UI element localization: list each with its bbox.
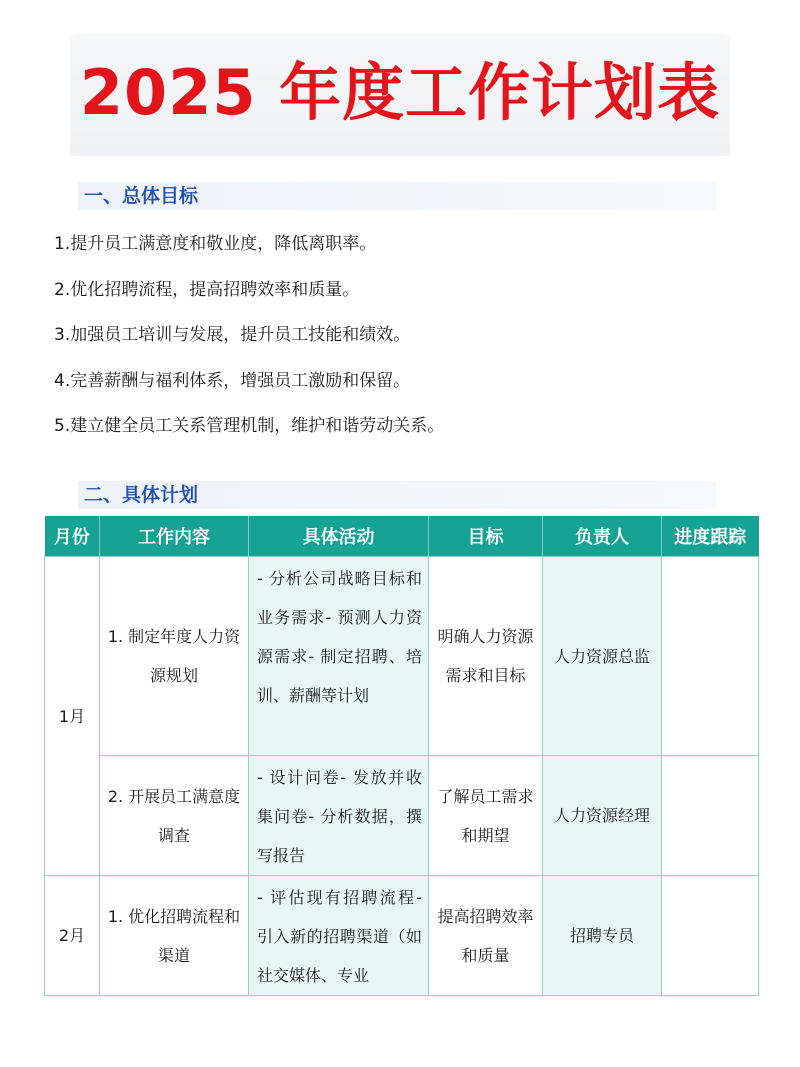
progress-cell[interactable]: [662, 557, 759, 756]
owner-cell: 人力资源经理: [543, 756, 662, 876]
table-row: [45, 876, 759, 996]
progress-cell[interactable]: [662, 876, 759, 996]
header-progress: 进度跟踪: [662, 516, 759, 557]
goal-item: 4.完善薪酬与福利体系，增强员工激励和保留。: [54, 370, 411, 391]
goal-list: [54, 222, 444, 450]
plan-table: [44, 516, 759, 996]
month-cell: 1月: [45, 557, 100, 876]
owner-cell: 人力资源总监: [543, 557, 662, 756]
month-cell: 2月: [45, 876, 100, 996]
goal-item: 5.建立健全员工关系管理机制，维护和谐劳动关系。: [54, 416, 445, 436]
content-cell: 1. 优化招聘流程和渠道: [100, 876, 249, 996]
section-heading-plan: 二、具体计划: [78, 481, 716, 509]
goal-cell: 提高招聘效率和质量: [429, 876, 543, 996]
owner-cell: 招聘专员: [543, 876, 662, 996]
header-activity: 具体活动: [249, 516, 429, 557]
goal-cell: 了解员工需求和期望: [429, 756, 543, 876]
header-month: 月份: [45, 516, 100, 557]
page-title: 2025 年度工作计划表: [79, 56, 721, 129]
table-header-row: [45, 516, 759, 557]
goal-item: 3.加强员工培训与发展，提升员工技能和绩效。: [54, 325, 411, 345]
goal-cell: 明确人力资源需求和目标: [429, 557, 543, 756]
goal-item: 1.提升员工满意度和敬业度，降低离职率。: [54, 234, 377, 254]
header-owner: 负责人: [543, 516, 662, 557]
activity-cell: - 分析公司战略目标和业务需求- 预测人力资源需求- 制定招聘、培训、薪酬等计划: [249, 557, 429, 756]
table-row: [45, 557, 759, 756]
activity-cell: - 设计问卷- 发放并收集问卷- 分析数据，撰写报告: [249, 756, 429, 876]
table-row: [45, 756, 759, 876]
section-heading-goals: 一、总体目标: [78, 182, 716, 210]
goal-item: 2.优化招聘流程，提高招聘效率和质量。: [54, 279, 360, 300]
header-content: 工作内容: [100, 516, 249, 557]
content-cell: 2. 开展员工满意度调查: [100, 756, 249, 876]
content-cell: 1. 制定年度人力资源规划: [100, 557, 249, 756]
header-goal: 目标: [429, 516, 543, 557]
activity-cell: - 评估现有招聘流程- 引入新的招聘渠道（如社交媒体、专业: [249, 876, 429, 996]
progress-cell[interactable]: [662, 756, 759, 876]
